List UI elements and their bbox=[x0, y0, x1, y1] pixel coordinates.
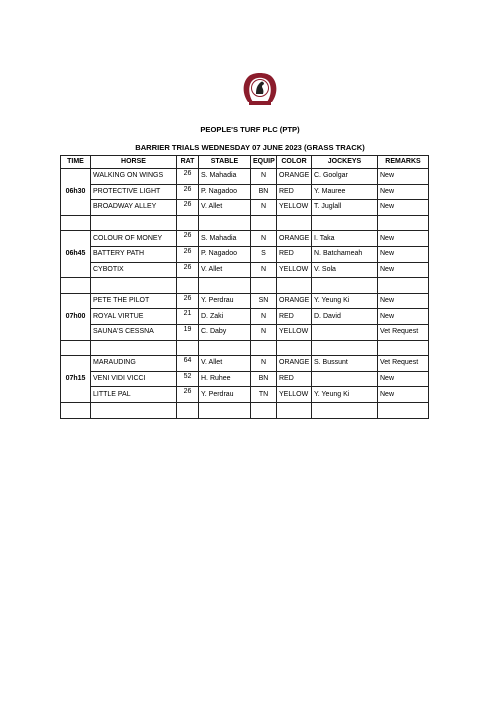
remarks-cell: New bbox=[378, 200, 429, 216]
header-row bbox=[61, 156, 429, 169]
spacer-row bbox=[61, 340, 429, 356]
table-row bbox=[61, 246, 429, 262]
column-header-remarks: REMARKS bbox=[378, 156, 429, 169]
time-slot-cell: 06h45 bbox=[61, 231, 91, 278]
column-header-time: TIME bbox=[61, 156, 91, 169]
rating-cell: 26 bbox=[177, 293, 199, 309]
empty-cell bbox=[312, 215, 378, 231]
table-row bbox=[61, 293, 429, 309]
equipment-cell: S bbox=[251, 246, 277, 262]
time-slot-cell: 06h30 bbox=[61, 169, 91, 216]
color-cell: YELLOW bbox=[277, 200, 312, 216]
remarks-cell: New bbox=[378, 246, 429, 262]
equipment-cell: N bbox=[251, 324, 277, 340]
rating-cell: 26 bbox=[177, 231, 199, 247]
empty-cell bbox=[312, 402, 378, 418]
empty-cell bbox=[199, 402, 251, 418]
horse-cell: BROADWAY ALLEY bbox=[91, 200, 177, 216]
equipment-cell: N bbox=[251, 356, 277, 372]
horse-cell: BATTERY PATH bbox=[91, 246, 177, 262]
remarks-cell: New bbox=[378, 231, 429, 247]
rating-cell: 26 bbox=[177, 200, 199, 216]
horse-cell: COLOUR OF MONEY bbox=[91, 231, 177, 247]
stable-cell: Y. Perdrau bbox=[199, 293, 251, 309]
empty-cell bbox=[177, 402, 199, 418]
color-cell: RED bbox=[277, 309, 312, 325]
stable-cell: V. Allet bbox=[199, 200, 251, 216]
jockey-cell: Y. Yeung Ki bbox=[312, 387, 378, 403]
empty-cell bbox=[251, 402, 277, 418]
column-header-jockeys: JOCKEYS bbox=[312, 156, 378, 169]
empty-cell bbox=[91, 215, 177, 231]
stable-cell: V. Allet bbox=[199, 356, 251, 372]
table-row bbox=[61, 324, 429, 340]
empty-cell bbox=[177, 215, 199, 231]
spacer-row bbox=[61, 278, 429, 294]
stable-cell: S. Mahadia bbox=[199, 231, 251, 247]
rating-cell: 26 bbox=[177, 387, 199, 403]
jockey-cell bbox=[312, 324, 378, 340]
spacer-row bbox=[61, 402, 429, 418]
time-slot-cell: 07h15 bbox=[61, 356, 91, 403]
empty-cell bbox=[177, 340, 199, 356]
equipment-cell: TN bbox=[251, 387, 277, 403]
column-header-color: COLOR bbox=[277, 156, 312, 169]
table-row bbox=[61, 184, 429, 200]
horse-cell: PROTECTIVE LIGHT bbox=[91, 184, 177, 200]
empty-cell bbox=[277, 340, 312, 356]
horse-cell: ROYAL VIRTUE bbox=[91, 309, 177, 325]
color-cell: ORANGE bbox=[277, 231, 312, 247]
stable-cell: P. Nagadoo bbox=[199, 184, 251, 200]
remarks-cell: New bbox=[378, 293, 429, 309]
color-cell: ORANGE bbox=[277, 169, 312, 185]
horse-cell: VENI VIDI VICCI bbox=[91, 371, 177, 387]
stable-cell: S. Mahadia bbox=[199, 169, 251, 185]
color-cell: YELLOW bbox=[277, 387, 312, 403]
remarks-cell: New bbox=[378, 184, 429, 200]
empty-cell bbox=[199, 215, 251, 231]
column-header-rat: RAT bbox=[177, 156, 199, 169]
horse-cell: PETE THE PILOT bbox=[91, 293, 177, 309]
equipment-cell: N bbox=[251, 262, 277, 278]
rating-cell: 64 bbox=[177, 356, 199, 372]
organization-name: PEOPLE'S TURF PLC (PTP) bbox=[200, 125, 300, 134]
remarks-cell: New bbox=[378, 387, 429, 403]
jockey-cell: D. David bbox=[312, 309, 378, 325]
jockey-cell: I. Taka bbox=[312, 231, 378, 247]
time-slot-cell: 07h00 bbox=[61, 293, 91, 340]
equipment-cell: N bbox=[251, 200, 277, 216]
empty-cell bbox=[91, 402, 177, 418]
spacer-row bbox=[61, 215, 429, 231]
jockey-cell: S. Bussunt bbox=[312, 356, 378, 372]
color-cell: ORANGE bbox=[277, 356, 312, 372]
table-row bbox=[61, 387, 429, 403]
rating-cell: 52 bbox=[177, 371, 199, 387]
equipment-cell: N bbox=[251, 231, 277, 247]
stable-cell: V. Allet bbox=[199, 262, 251, 278]
empty-cell bbox=[91, 278, 177, 294]
empty-cell bbox=[378, 402, 429, 418]
empty-cell bbox=[251, 215, 277, 231]
empty-cell bbox=[277, 215, 312, 231]
stable-cell: Y. Perdrau bbox=[199, 387, 251, 403]
rating-cell: 26 bbox=[177, 184, 199, 200]
horse-cell: LITTLE PAL bbox=[91, 387, 177, 403]
empty-cell bbox=[199, 340, 251, 356]
remarks-cell: New bbox=[378, 309, 429, 325]
jockey-cell: N. Batchameah bbox=[312, 246, 378, 262]
rating-cell: 19 bbox=[177, 324, 199, 340]
empty-cell bbox=[251, 340, 277, 356]
jockey-cell: Y. Yeung Ki bbox=[312, 293, 378, 309]
color-cell: RED bbox=[277, 184, 312, 200]
color-cell: RED bbox=[277, 371, 312, 387]
empty-cell bbox=[61, 215, 91, 231]
equipment-cell: BN bbox=[251, 371, 277, 387]
ptp-logo bbox=[240, 70, 280, 110]
rating-cell: 26 bbox=[177, 246, 199, 262]
barrier-trials-table bbox=[60, 155, 429, 419]
column-header-stable: STABLE bbox=[199, 156, 251, 169]
table-row bbox=[61, 231, 429, 247]
remarks-cell: New bbox=[378, 371, 429, 387]
stable-cell: P. Nagadoo bbox=[199, 246, 251, 262]
table-row bbox=[61, 356, 429, 372]
page-title: BARRIER TRIALS WEDNESDAY 07 JUNE 2023 (GRASS TRACK) bbox=[135, 143, 365, 152]
horse-cell: CYBOTIX bbox=[91, 262, 177, 278]
empty-cell bbox=[251, 278, 277, 294]
jockey-cell bbox=[312, 371, 378, 387]
column-header-horse: HORSE bbox=[91, 156, 177, 169]
empty-cell bbox=[61, 340, 91, 356]
rating-cell: 21 bbox=[177, 309, 199, 325]
trials-body bbox=[61, 169, 429, 419]
empty-cell bbox=[91, 340, 177, 356]
equipment-cell: N bbox=[251, 169, 277, 185]
stable-cell: D. Zaki bbox=[199, 309, 251, 325]
horse-cell: MARAUDING bbox=[91, 356, 177, 372]
empty-cell bbox=[277, 278, 312, 294]
color-cell: RED bbox=[277, 246, 312, 262]
equipment-cell: BN bbox=[251, 184, 277, 200]
empty-cell bbox=[312, 278, 378, 294]
remarks-cell: New bbox=[378, 262, 429, 278]
jockey-cell: V. Sola bbox=[312, 262, 378, 278]
table-row bbox=[61, 309, 429, 325]
remarks-cell: Vet Request bbox=[378, 356, 429, 372]
empty-cell bbox=[61, 402, 91, 418]
empty-cell bbox=[177, 278, 199, 294]
rating-cell: 26 bbox=[177, 169, 199, 185]
empty-cell bbox=[199, 278, 251, 294]
color-cell: ORANGE bbox=[277, 293, 312, 309]
horse-cell: WALKING ON WINGS bbox=[91, 169, 177, 185]
stable-cell: H. Ruhee bbox=[199, 371, 251, 387]
jockey-cell: Y. Mauree bbox=[312, 184, 378, 200]
table-row bbox=[61, 262, 429, 278]
remarks-cell: Vet Request bbox=[378, 324, 429, 340]
column-header-equip: EQUIP bbox=[251, 156, 277, 169]
table-row bbox=[61, 169, 429, 185]
empty-cell bbox=[378, 215, 429, 231]
color-cell: YELLOW bbox=[277, 324, 312, 340]
table-row bbox=[61, 200, 429, 216]
table-row bbox=[61, 371, 429, 387]
remarks-cell: New bbox=[378, 169, 429, 185]
empty-cell bbox=[61, 278, 91, 294]
horse-cell: SAUNA'S CESSNA bbox=[91, 324, 177, 340]
stable-cell: C. Daby bbox=[199, 324, 251, 340]
empty-cell bbox=[378, 278, 429, 294]
jockey-cell: T. Juglall bbox=[312, 200, 378, 216]
color-cell: YELLOW bbox=[277, 262, 312, 278]
empty-cell bbox=[312, 340, 378, 356]
empty-cell bbox=[277, 402, 312, 418]
jockey-cell: C. Goolgar bbox=[312, 169, 378, 185]
rating-cell: 26 bbox=[177, 262, 199, 278]
empty-cell bbox=[378, 340, 429, 356]
equipment-cell: N bbox=[251, 309, 277, 325]
equipment-cell: SN bbox=[251, 293, 277, 309]
